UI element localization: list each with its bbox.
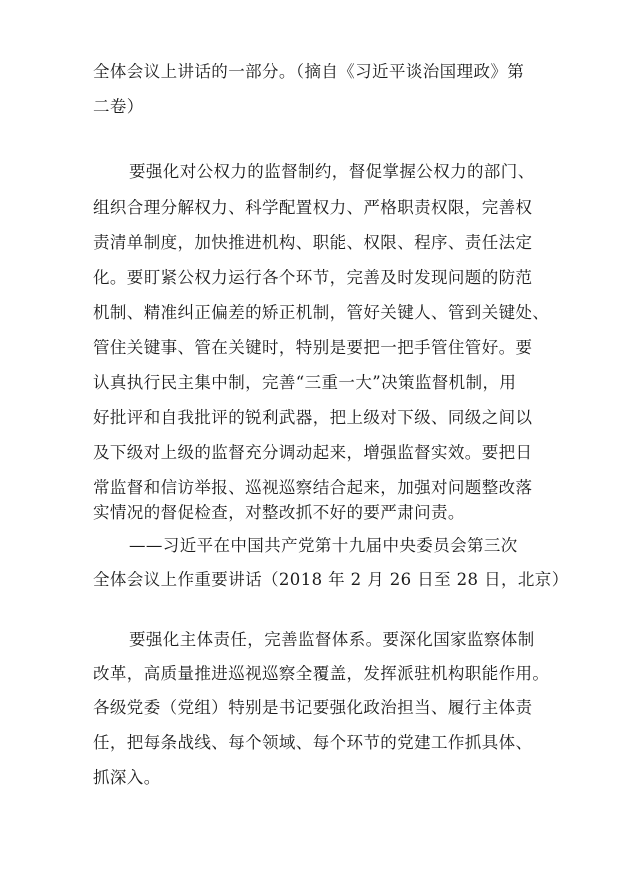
paragraph-2-line-9: 及下级对上级的监督充分调动起来，增强监督实效。要把日 xyxy=(93,443,533,462)
paragraph-3-line-5: 抓深入。 xyxy=(93,768,161,787)
source-line-1: ——习近平在中国共产党第十九届中央委员会第三次 xyxy=(129,536,518,555)
paragraph-2-line-2: 组织合理分解权力、科学配置权力、严格职责权限，完善权 xyxy=(93,198,533,217)
paragraph-2-line-3: 责清单制度，加快推进机构、职能、权限、程序、责任法定 xyxy=(93,233,533,252)
paragraph-2-line-1: 要强化对公权力的监督制约，督促掌握公权力的部门、 xyxy=(129,162,535,181)
paragraph-2-line-6: 管住关键事、管在关键时，特别是要把一把手管住管好。要 xyxy=(93,338,533,357)
paragraph-2-line-4: 化。要盯紧公权力运行各个环节，完善及时发现问题的防范 xyxy=(93,268,533,287)
paragraph-2-line-7: 认真执行民主集中制，完善“三重一大”决策监督机制，用 xyxy=(93,373,517,392)
paragraph-3-line-1: 要强化主体责任，完善监督体系。要深化国家监察体制 xyxy=(129,630,535,649)
paragraph-2-line-10: 常监督和信访举报、巡视巡察结合起来，加强对问题整改落 xyxy=(93,478,533,497)
paragraph-3-line-2: 改革，高质量推进巡视巡察全覆盖，发挥派驻机构职能作用。 xyxy=(93,664,550,683)
paragraph-2-line-8: 好批评和自我批评的锐利武器，把上级对下级、同级之间以 xyxy=(93,408,533,427)
paragraph-2-line-5: 机制、精准纠正偏差的矫正机制，管好关键人、管到关键处、 xyxy=(93,303,550,322)
source-line-2: 全体会议上作重要讲话（2018 年 2 月 26 日至 28 日，北京） xyxy=(93,570,569,589)
intro-line-1: 全体会议上讲话的一部分。（摘自《习近平谈治国理政》第 xyxy=(93,62,525,81)
paragraph-3-line-4: 任，把每条战线、每个领域、每个环节的党建工作抓具体、 xyxy=(93,733,533,752)
paragraph-3-line-3: 各级党委（党组）特别是书记要强化政治担当、履行主体责 xyxy=(93,698,533,717)
intro-line-2: 二卷） xyxy=(93,97,144,116)
paragraph-2-line-11: 实情况的督促检查，对整改抓不好的要严肃问责。 xyxy=(93,503,465,522)
